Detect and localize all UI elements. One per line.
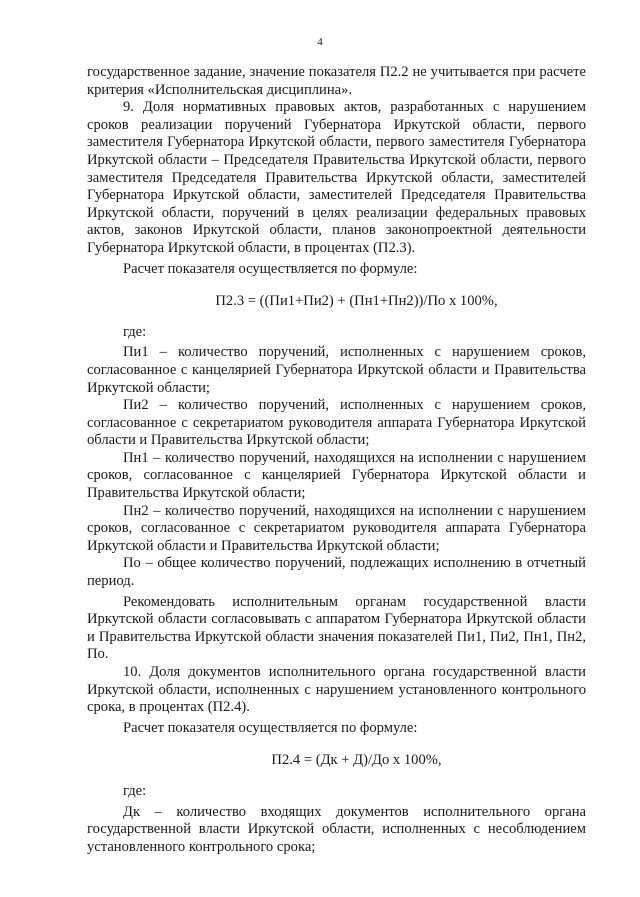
formula-intro: Расчет показателя осуществляется по формуле:	[123, 260, 418, 277]
paragraph-item-10: 10. Доля документов исполнительного органа государственной власти Иркутской области, исполненных с нарушением установленного контрольного срока, в процентах (П2.4).	[87, 664, 586, 716]
paragraph-item-9: 9. Доля нормативных правовых актов, разработанных с нарушением сроков реализации поручений Губернатора Иркутской области, первого заместителя Губернатора Иркутской области, первого заместителя Губернатора Иркутской области – Председателя Правительства Иркутской области, первого заместителя Председателя Правительства Иркутской области, заместителей Губернатора Иркутской области, заместителей Председателя Правительства Иркутской области, поручений в целях реализации федеральных правовых актов, законов Иркутской области, планов законопроектной деятельности Губернатора Иркутской области, в процентах (П2.3).	[87, 99, 586, 256]
definition-po: По – общее количество поручений, подлежащих исполнению в отчетный период.	[87, 555, 586, 590]
recommendation: Рекомендовать исполнительным органам государственной власти Иркутской области согласовывать с аппаратом Губернатора Иркутской области и Правительства Иркутской области значения показателей Пи1, Пи2, Пн1, Пн2, По.	[87, 593, 586, 663]
formula-intro-2: Расчет показателя осуществляется по формуле:	[123, 719, 418, 736]
where-label-2: где:	[123, 782, 147, 799]
definition-dk: Дк – количество входящих документов исполнительного органа государственной власти Иркутской области, исполненных с несоблюдением установленного контрольного срока;	[87, 803, 586, 855]
document-body	[87, 64, 586, 856]
definition-pi2: Пи2 – количество поручений, исполненных с нарушением сроков, согласованное с секретариатом руководителя аппарата Губернатора Иркутской области и Правительства Иркутской области;	[87, 397, 586, 449]
page-number: 4	[317, 36, 323, 48]
definition-pn2: Пн2 – количество поручений, находящихся на исполнении с нарушением сроков, согласованное с секретариатом руководителя аппарата Губернатора Иркутской области и Правительства Иркутской области;	[87, 502, 586, 554]
where-label: где:	[123, 323, 147, 340]
formula-p2-3: П2.3 = ((Пи1+Пи2) + (Пн1+Пн2))/По х 100%,	[215, 293, 498, 310]
paragraph-continuation: государственное задание, значение показателя П2.2 не учитывается при расчете критерия «Исполнительская дисциплина».	[87, 64, 586, 98]
definition-pi1: Пи1 – количество поручений, исполненных с нарушением сроков, согласованное с канцелярией Губернатора Иркутской области и Правительства Иркутской области;	[87, 344, 586, 396]
definition-pn1: Пн1 – количество поручений, находящихся на исполнении с нарушением сроков, согласованное с канцелярией Губернатора Иркутской области и Правительства Иркутской области;	[87, 449, 586, 502]
formula-p2-4: П2.4 = (Дк + Д)/До х 100%,	[271, 752, 442, 769]
